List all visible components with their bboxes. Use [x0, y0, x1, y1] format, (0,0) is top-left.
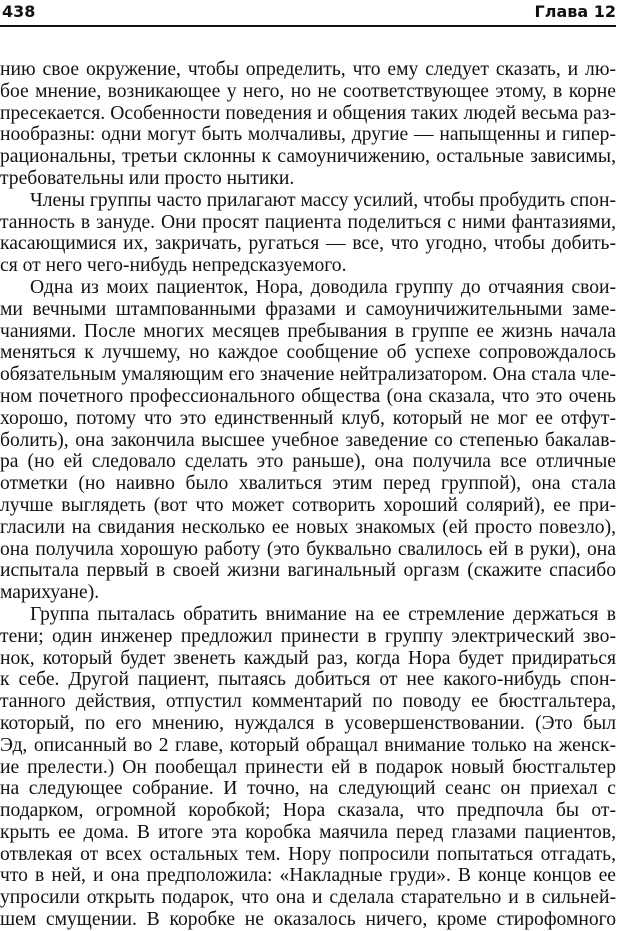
- text-line: танного действия, отпустил комментарий по поводу ее бюстгальтера,: [0, 691, 616, 713]
- paragraph: [0, 604, 616, 931]
- chapter-label: Глава 12: [534, 2, 616, 21]
- running-header: [0, 0, 616, 24]
- header-rule: [0, 25, 616, 27]
- text-line: на следующее собрание. И точно, на следующий сеанс он приехал с: [0, 778, 616, 800]
- text-line: отметки (но наивно было хвалиться этим перед группой), она стала: [0, 473, 616, 495]
- text-line: крыть ее дома. В итоге эта коробка маячила перед глазами пациентов,: [0, 821, 616, 843]
- page-number: 438: [2, 2, 36, 21]
- text-line: чаниями. После многих месяцев пребывания в группе ее жизнь начала: [0, 320, 616, 342]
- text-line: бое мнение, возникающее у него, но не соответствующее этому, в корне: [0, 80, 616, 102]
- text-line: ра (но ей следовало сделать это раньше), она получила все отличные: [0, 451, 616, 473]
- text-line: танность в зануде. Они просят пациента поделиться с ними фантазиями,: [0, 211, 616, 233]
- text-line: тени; один инженер предложил принести в группу электрический зво-: [0, 625, 616, 647]
- text-line: меняться к лучшему, но каждое сообщение об успехе сопровождалось: [0, 342, 616, 364]
- text-line: который, по его мнению, нуждался в усовершенствовании. (Это был: [0, 712, 616, 734]
- text-line: Члены группы часто прилагают массу усилий, чтобы пробудить спон-: [30, 189, 616, 211]
- text-line: нообразны: одни могут быть молчаливы, другие — напыщенны и гипер-: [0, 124, 616, 146]
- text-line: Группа пыталась обратить внимание на ее стремление держаться в: [30, 603, 616, 625]
- text-line: Одна из моих пациенток, Нора, доводила группу до отчаяния свои-: [30, 276, 616, 298]
- text-line: гласили на свидания несколько ее новых знакомых (ей просто повезло),: [0, 516, 616, 538]
- body-text: [0, 59, 616, 931]
- paragraph: [0, 277, 616, 604]
- text-line: ном почетного профессионального общества (она сказала, что это очень: [0, 385, 616, 407]
- text-line: болить), она закончила высшее учебное заведение со степенью бакалав-: [0, 429, 616, 451]
- text-line: нию свое окружение, чтобы определить, что ему следует сказать, и лю-: [0, 59, 616, 80]
- text-line: марихуане).: [0, 582, 100, 604]
- text-line: лучше выглядеть (вот что может сотворить хороший солярий), ее при-: [0, 494, 616, 516]
- text-line: ся от него чего-нибудь непредсказуемого.: [0, 255, 347, 277]
- text-line: подарком, огромной коробкой; Нора сказала, что предпочла бы от-: [0, 800, 616, 822]
- text-line: Эд, описанный во 2 главе, который обращал внимание только на женск-: [0, 734, 616, 756]
- text-line: обязательным умаляющим его значение нейтрализатором. Она стала чле-: [0, 364, 616, 386]
- text-line: упросили открыть подарок, что она и сделала старательно и в сильней-: [0, 887, 616, 909]
- text-line: она получила хорошую работу (это буквально свалилось ей в руки), она: [0, 538, 616, 560]
- text-line: пресекается. Особенности поведения и общения таких людей весьма раз-: [0, 102, 616, 124]
- text-line: шем смущении. В коробке не оказалось ничего, кроме стирофомного: [0, 909, 616, 931]
- text-line: требовательны или просто нытики.: [0, 167, 295, 189]
- text-line: рациональны, третьи склонны к самоуничижению, остальные зависимы,: [0, 146, 616, 168]
- text-line: нок, который будет звенеть каждый раз, когда Нора будет придираться: [0, 647, 616, 669]
- text-line: хорошо, потому что это единственный клуб, который не мог ее отфут-: [0, 407, 616, 429]
- paragraph: [0, 190, 616, 277]
- text-line: что в ней, и она предположила: «Накладные груди». В конце концов ее: [0, 865, 616, 887]
- paragraph: [0, 59, 616, 190]
- text-line: касающимися их, закричать, ругаться — все, что угодно, чтобы добить-: [0, 233, 616, 255]
- text-line: к себе. Другой пациент, пытаясь добиться от нее какого-нибудь спон-: [0, 669, 616, 691]
- text-line: ми вечными штампованными фразами и самоуничижительными заме-: [0, 298, 616, 320]
- text-line: испытала первый в своей жизни вагинальный оргазм (скажите спасибо: [0, 560, 616, 582]
- text-line: отвлекая от всех остальных тем. Нору попросили попытаться отгадать,: [0, 843, 616, 865]
- text-line: ие прелести.) Он пообещал принести ей в подарок новый бюстгальтер: [0, 756, 616, 778]
